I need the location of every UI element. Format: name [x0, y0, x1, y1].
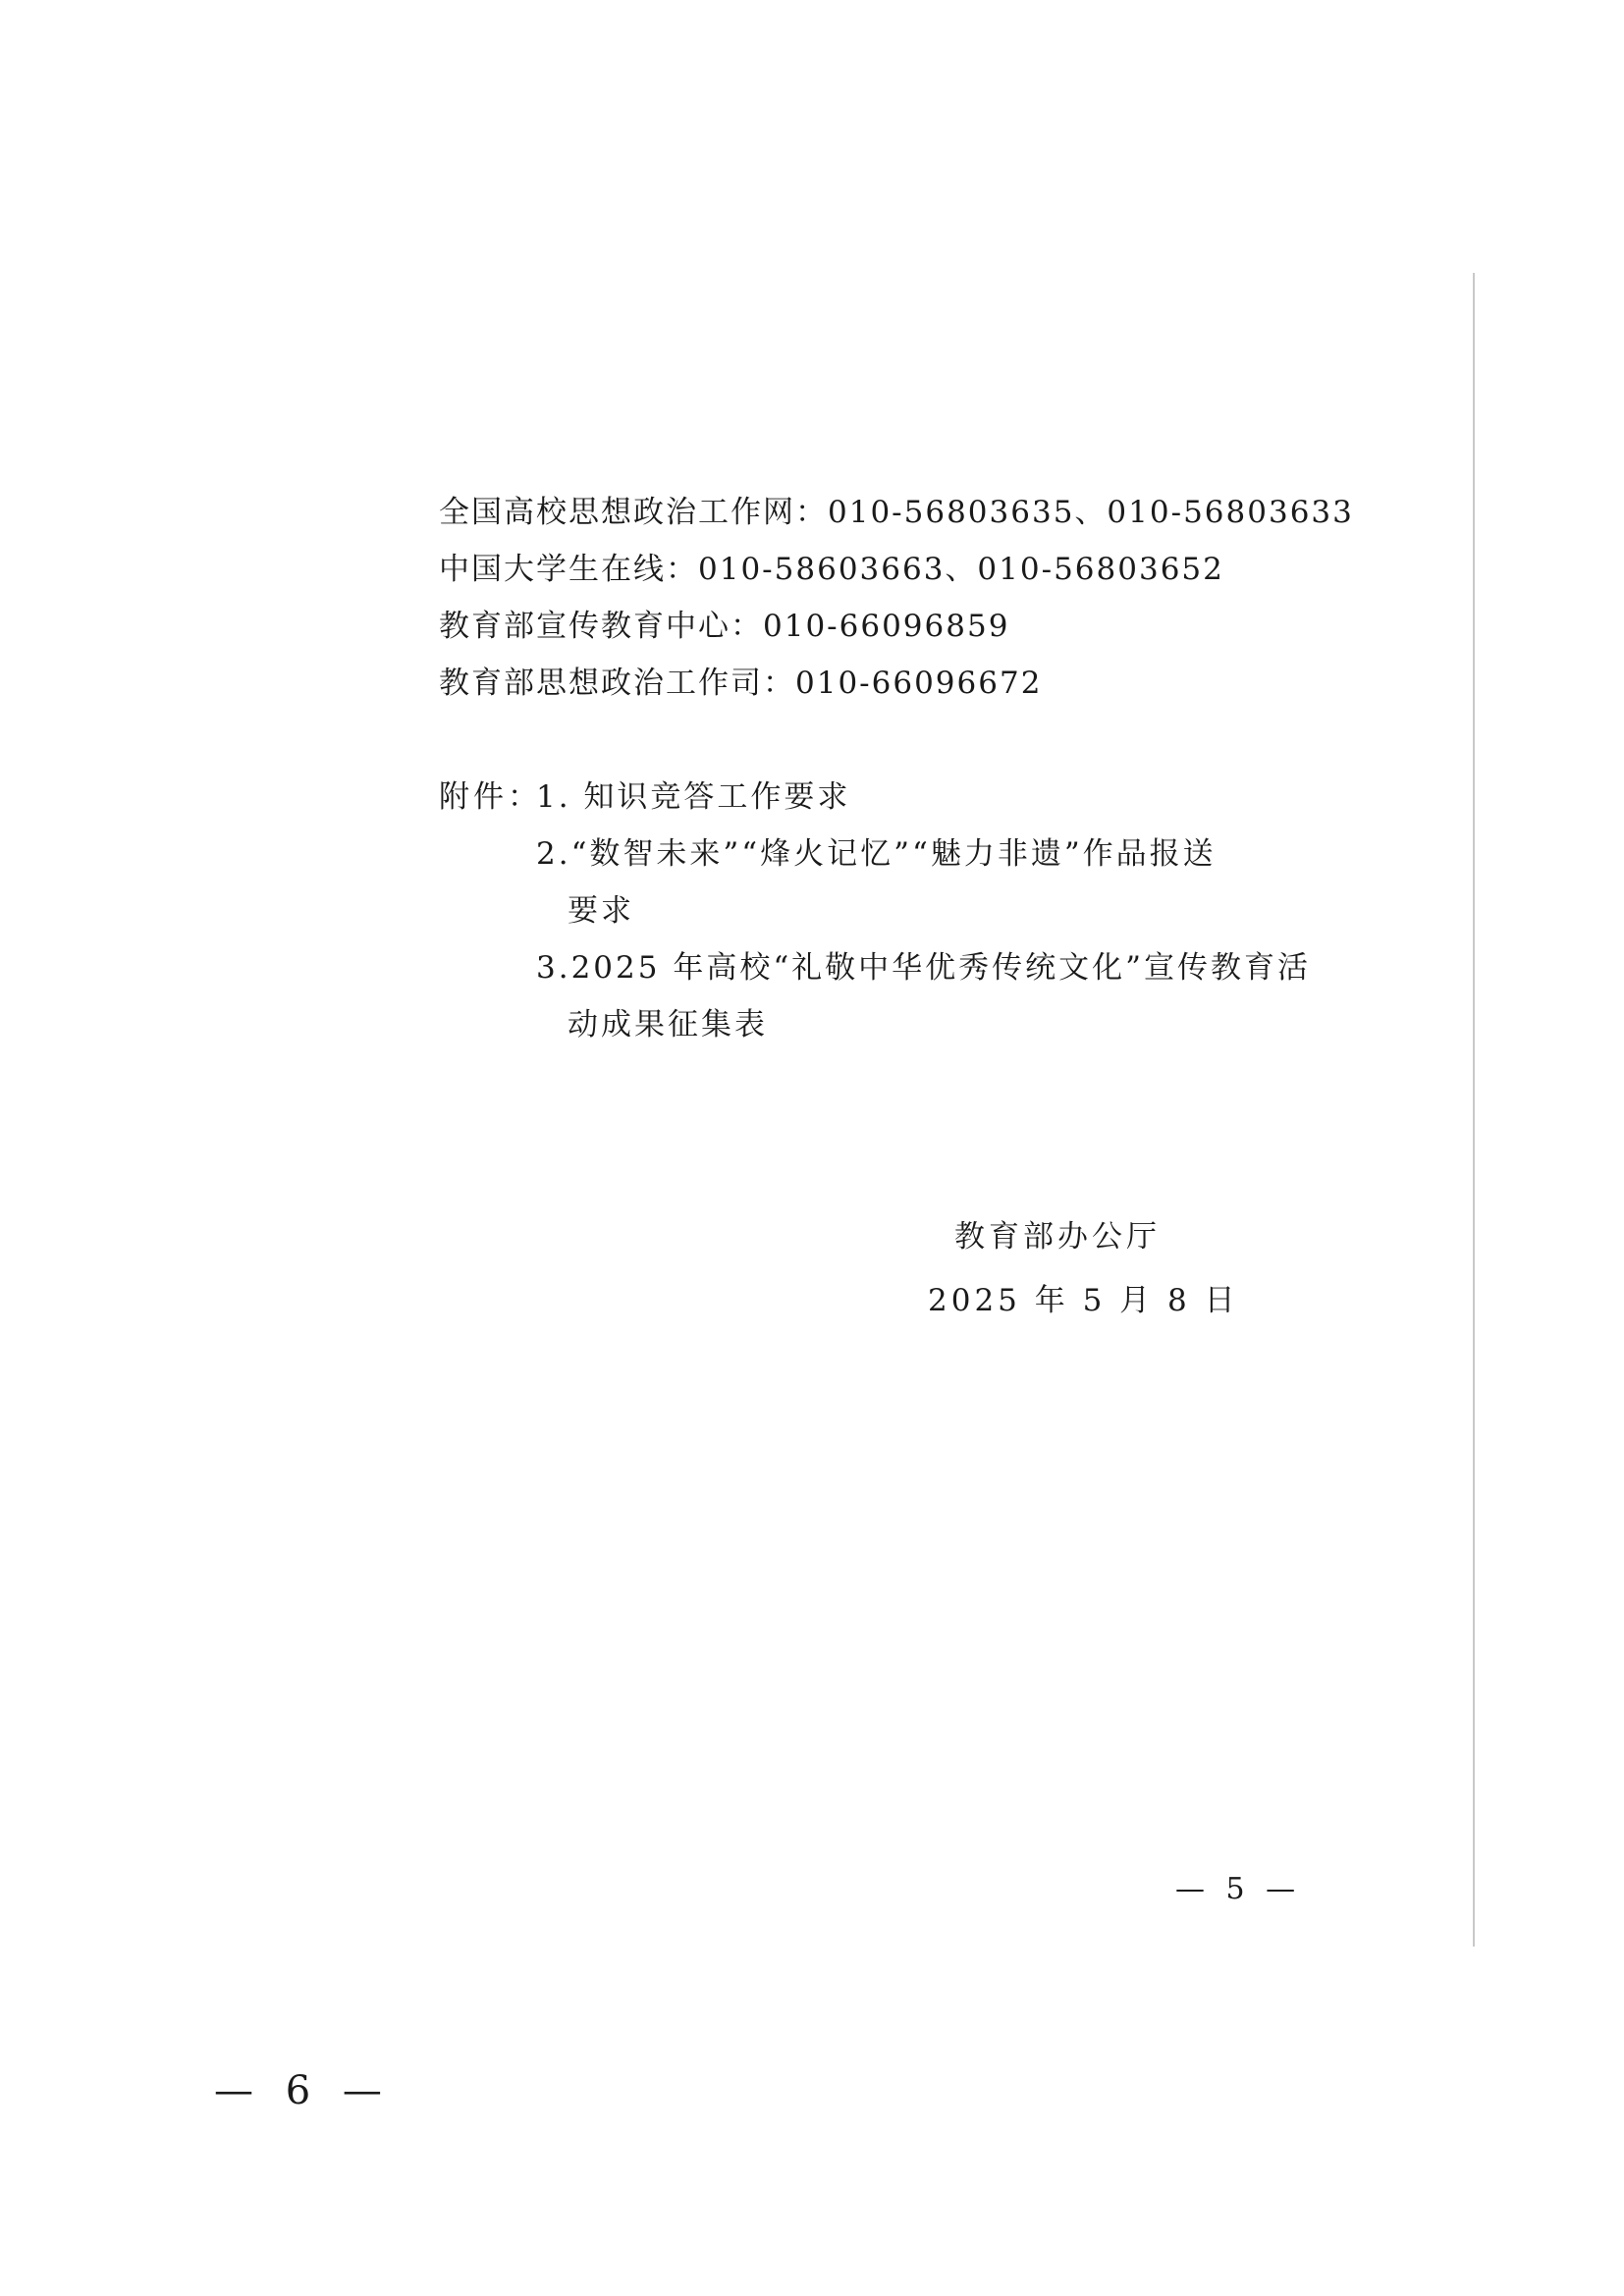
attachment-item-2-line-2: 要求	[568, 893, 634, 929]
attachment-item-3-line-2: 动成果征集表	[568, 1007, 768, 1042]
attachment-item-1: 1. 知识竞答工作要求	[536, 779, 851, 815]
attachment-item-2-line-1: 2.“数智未来”“烽火记忆”“魅力非遗”作品报送	[536, 836, 1217, 872]
outer-page-number: — 6 —	[214, 2068, 392, 2113]
scanned-page-edge-rule	[1473, 273, 1475, 1947]
issuer-signature: 教育部办公厅	[954, 1219, 1161, 1255]
attachments-label: 附件：	[439, 779, 542, 815]
contact-line-univs-online: 中国大学生在线：010-58603663、010-56803652	[439, 552, 1224, 587]
attachment-item-3-line-1: 3.2025 年高校“礼敬中华优秀传统文化”宣传教育活	[536, 950, 1312, 986]
inner-page-number: — 5 —	[1175, 1872, 1302, 1906]
contact-line-sizheng-net: 全国高校思想政治工作网：010-56803635、010-56803633	[439, 495, 1354, 530]
contact-line-publicity-center: 教育部宣传教育中心：010-66096859	[439, 609, 1010, 644]
issue-date: 2025 年 5 月 8 日	[928, 1283, 1239, 1318]
contact-line-ideology-department: 教育部思想政治工作司：010-66096672	[439, 666, 1043, 701]
